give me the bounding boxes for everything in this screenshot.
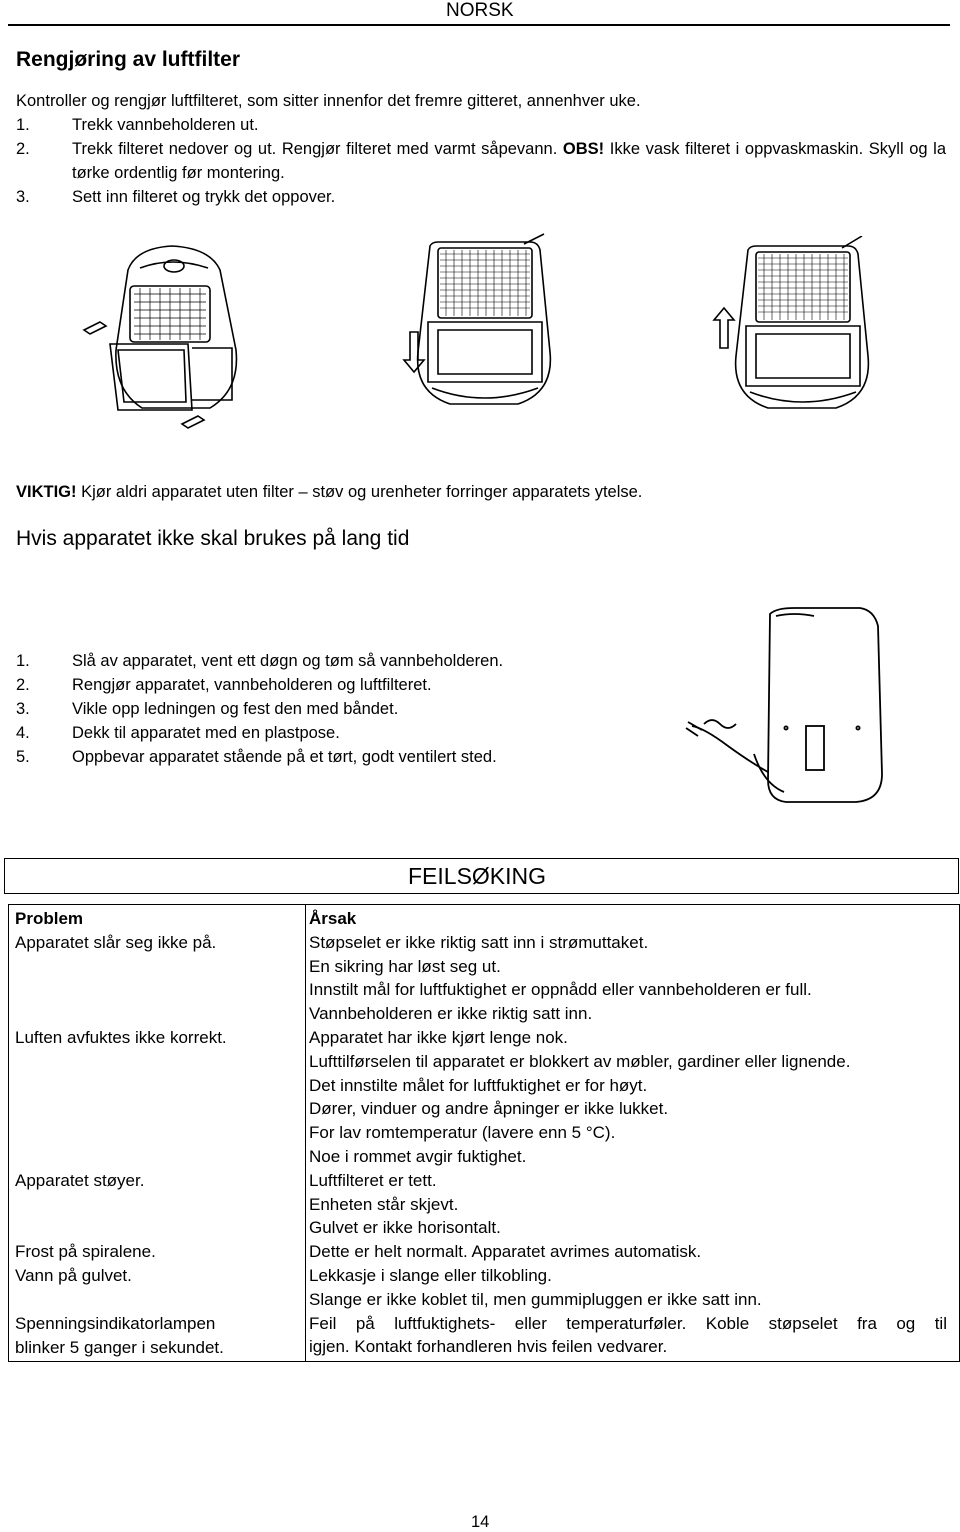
problem-cell (15, 1026, 227, 1050)
header-language: NORSK (446, 0, 514, 21)
problem-cell (15, 1240, 156, 1288)
step-text: Oppbevar apparatet stående på et tørt, godt ventilert sted. (72, 748, 497, 766)
troubleshooting-title: FEILSØKING (408, 863, 547, 889)
list-item (16, 137, 946, 185)
cause-column (309, 907, 947, 1359)
step-number: 2. (16, 140, 30, 158)
cause-text: Lufttilførselen til apparatet er blokkert av møbler, gardiner eller lignende. (309, 1051, 851, 1071)
step-text: Trekk vannbeholderen ut. (72, 116, 259, 134)
filter-cleaning-steps (16, 113, 946, 209)
problem-cell (15, 1312, 224, 1360)
header-rule (8, 24, 950, 26)
warning-note (16, 480, 642, 504)
cause-text: En sikring har løst seg ut. (309, 956, 501, 976)
list-item (16, 697, 656, 721)
problem-header-cell (15, 907, 216, 955)
problem-text: Apparatet slår seg ikke på. (15, 932, 217, 952)
step-text-part: Ikke vask filteret i oppvaskmaskin. Skyll og la tørke ordentlig før montering. (72, 140, 946, 182)
troubleshooting-table (8, 904, 960, 1362)
problem-text: Frost på spiralene. (15, 1242, 156, 1261)
step-number: 5. (16, 748, 30, 766)
column-divider (305, 905, 306, 1361)
step-text (72, 137, 946, 185)
column-header-problem: Problem (15, 909, 84, 928)
problem-text: Apparatet støyer. (15, 1171, 145, 1190)
cause-text: Innstilt mål for luftfuktighet er oppnådd eller vannbeholderen er full. (309, 980, 812, 1000)
cause-text: igjen. Kontakt forhandleren hvis feilen vedvarer. (309, 1337, 668, 1357)
step-text: Slå av apparatet, vent ett døgn og tøm så vannbeholderen. (72, 652, 504, 670)
section-title-filter-cleaning: Rengjøring av luftfilter (16, 48, 241, 71)
step-number: 1. (16, 116, 30, 134)
storage-steps (16, 649, 656, 769)
cause-text: Enheten står skjevt. (309, 1194, 459, 1214)
step-number: 1. (16, 652, 30, 670)
cause-text: Dette er helt normalt. Apparatet avrimes automatisk. (309, 1242, 702, 1262)
dehumidifier-back-cord-illustration (684, 604, 890, 810)
cause-text: Gulvet er ikke horisontalt. (309, 1218, 501, 1238)
list-item (16, 673, 656, 697)
filter-pull-down-illustration (398, 232, 568, 424)
list-item (16, 745, 656, 769)
cause-text: Lekkasje i slange eller tilkobling. (309, 1265, 552, 1285)
step-number: 3. (16, 188, 30, 206)
step-text: Dekk til apparatet med en plastpose. (72, 724, 340, 742)
list-item (16, 721, 656, 745)
problem-text: Vann på gulvet. (15, 1265, 132, 1285)
cause-text: Luftfilteret er tett. (309, 1170, 437, 1190)
intro-paragraph: Kontroller og rengjør luftfilteret, som sitter innenfor det fremre gitteret, annenhver uke. (16, 92, 641, 110)
page-number: 14 (471, 1513, 490, 1531)
problem-text: Spenningsindikatorlampen (15, 1314, 216, 1333)
problem-cell (15, 1169, 144, 1193)
dehumidifier-tank-removal-illustration (80, 240, 260, 430)
step-text-part: Trekk filteret nedover og ut. Rengjør filteret med varmt såpevann. (72, 140, 558, 158)
step-text: Rengjør apparatet, vannbeholderen og luftfilteret. (72, 676, 432, 694)
cause-text: Apparatet har ikke kjørt lenge nok. (309, 1027, 568, 1047)
problem-text: Luften avfuktes ikke korrekt. (15, 1028, 227, 1047)
step-text: Sett inn filteret og trykk det oppover. (72, 188, 336, 206)
step-number: 3. (16, 700, 30, 718)
cause-text: Det innstilte målet for luftfuktighet er for høyt. (309, 1075, 648, 1095)
cause-text: Feil på luftfuktighets- eller temperaturføler. Koble støpselet fra og til (309, 1313, 947, 1333)
list-item (16, 185, 946, 209)
warning-label: VIKTIG! (16, 483, 77, 501)
obs-label: OBS! (562, 140, 605, 158)
cause-text: Dører, vinduer og andre åpninger er ikke lukket. (309, 1099, 669, 1119)
filter-push-up-illustration (712, 236, 882, 426)
cause-text: Noe i rommet avgir fuktighet. (309, 1146, 527, 1166)
cause-text: For lav romtemperatur (lavere enn 5 °C). (309, 1123, 616, 1143)
problem-text: blinker 5 ganger i sekundet. (15, 1337, 224, 1357)
cause-text: Vannbeholderen er ikke riktig satt inn. (309, 1004, 593, 1024)
step-number: 4. (16, 724, 30, 742)
step-number: 2. (16, 676, 30, 694)
column-header-cause: Årsak (309, 909, 357, 928)
cause-text: Støpselet er ikke riktig satt inn i strømuttaket. (309, 932, 649, 952)
cause-text: Slange er ikke koblet til, men gummipluggen er ikke satt inn. (309, 1289, 762, 1309)
warning-text: Kjør aldri apparatet uten filter – støv og urenheter forringer apparatets ytelse. (81, 483, 643, 501)
step-text: Vikle opp ledningen og fest den med båndet. (72, 700, 399, 718)
list-item (16, 649, 656, 673)
section-title-long-storage: Hvis apparatet ikke skal brukes på lang tid (16, 527, 410, 550)
list-item (16, 113, 946, 137)
